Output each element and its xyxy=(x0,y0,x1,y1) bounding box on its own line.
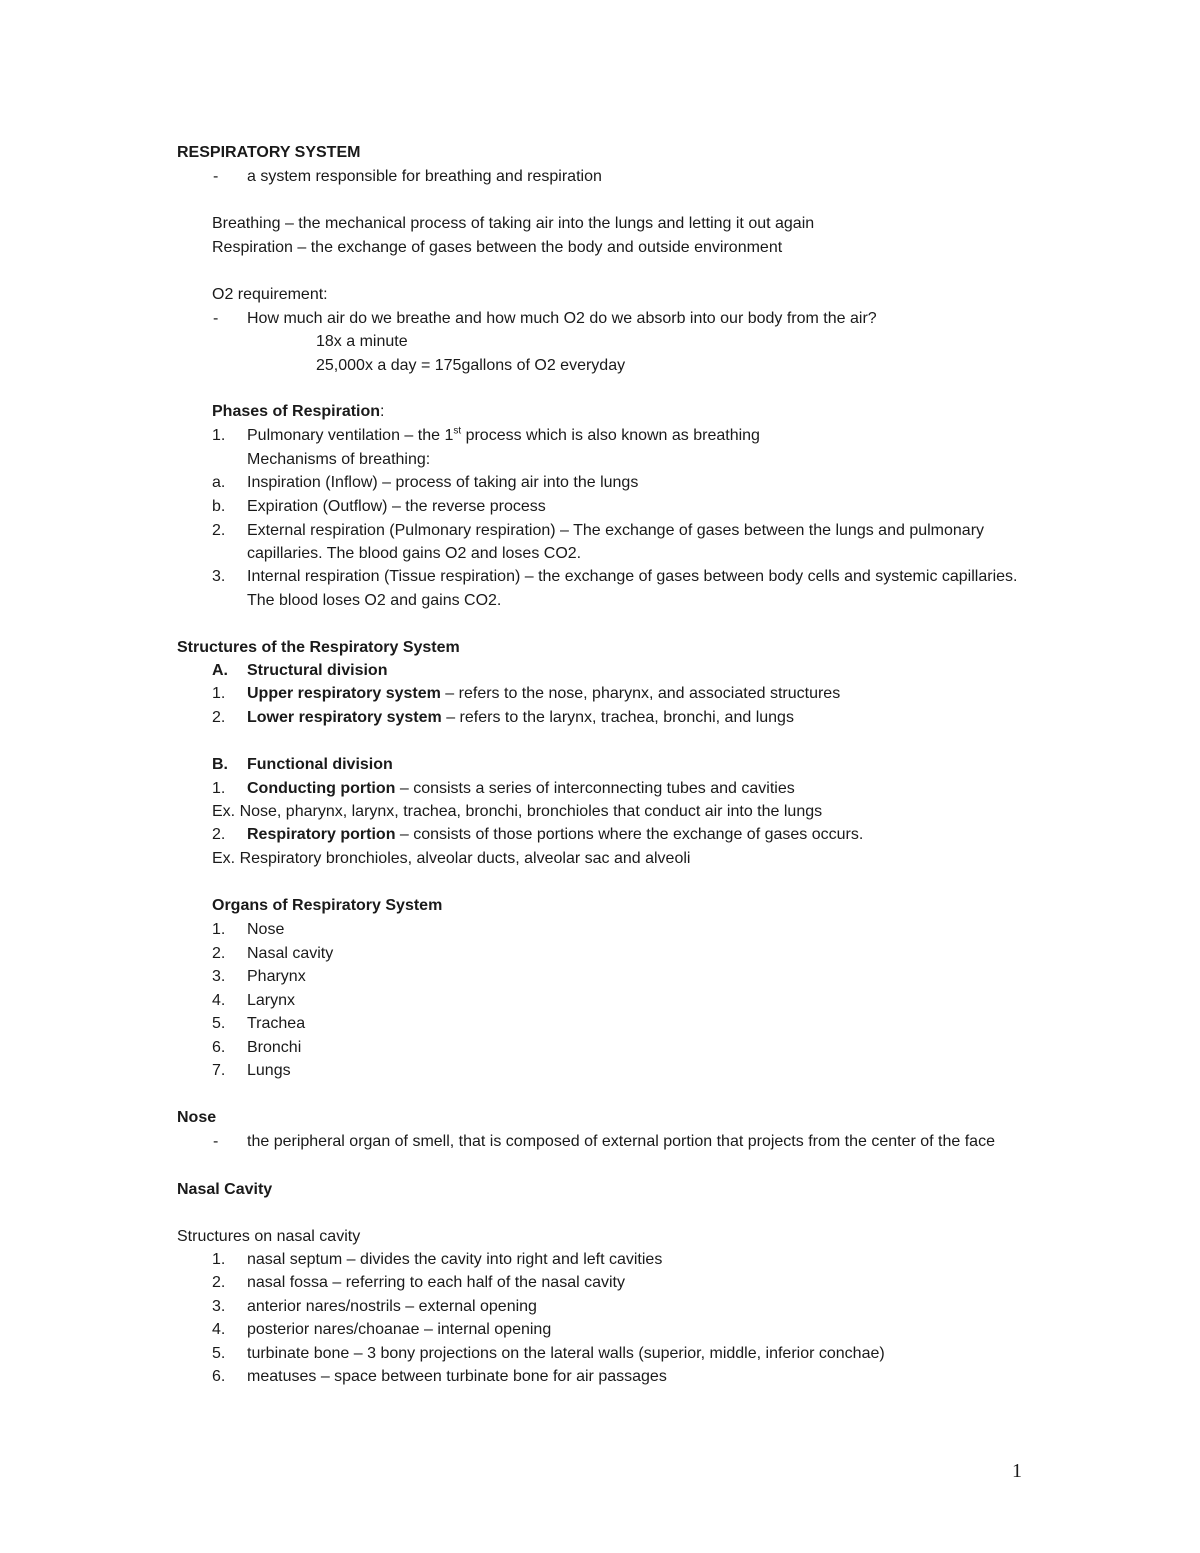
lower-term: Lower respiratory system xyxy=(247,709,442,726)
phase-item-3-line1: Internal respiration (Tissue respiration) – the exchange of gases between body cells and systemic capillaries. xyxy=(247,568,1018,585)
list-marker: 3. xyxy=(212,968,226,985)
organs-heading: Organs of Respiratory System xyxy=(212,897,443,914)
nasal-structure-label: anterior nares/nostrils – external opening xyxy=(247,1298,537,1315)
respiratory-example: Ex. Respiratory bronchioles, alveolar ducts, alveolar sac and alveoli xyxy=(212,850,691,867)
nasal-cavity-subheading: Structures on nasal cavity xyxy=(177,1228,361,1245)
list-marker: A. xyxy=(212,662,228,679)
list-marker: 6. xyxy=(212,1039,226,1056)
nasal-structure-label: nasal septum – divides the cavity into right and left cavities xyxy=(247,1251,663,1268)
upper-def: – refers to the nose, pharynx, and associated structures xyxy=(440,685,841,702)
respiratory-def: – consists of those portions where the exchange of gases occurs. xyxy=(395,826,864,843)
list-marker: 3. xyxy=(212,1298,226,1315)
structures-heading: Structures of the Respiratory System xyxy=(177,639,460,656)
page-number: 1 xyxy=(1012,1460,1022,1482)
nasal-structure-label: posterior nares/choanae – internal opening xyxy=(247,1321,552,1338)
list-marker: 1. xyxy=(212,685,226,702)
conducting-term: Conducting portion xyxy=(247,780,396,797)
respiratory-portion-text xyxy=(247,825,863,845)
respiratory-term: Respiratory portion xyxy=(247,826,396,843)
phase-item-1-text xyxy=(247,426,760,446)
phase-item-1-post: process which is also known as breathing xyxy=(461,427,760,444)
list-marker: b. xyxy=(212,498,226,515)
organ-label: Nasal cavity xyxy=(247,945,334,962)
list-marker: 4. xyxy=(212,1321,226,1338)
nose-definition-text: the peripheral organ of smell, that is composed of external portion that projects from the center of the face xyxy=(247,1133,995,1150)
dash-marker: - xyxy=(213,168,219,185)
lower-respiratory-text xyxy=(247,708,794,728)
list-marker: 1. xyxy=(212,921,226,938)
respiration-definition: Respiration – the exchange of gases between the body and outside environment xyxy=(212,239,783,256)
page-title: RESPIRATORY SYSTEM xyxy=(177,144,361,161)
upper-respiratory-text xyxy=(247,684,840,704)
list-marker: 1. xyxy=(212,1251,226,1268)
nasal-structure-label: nasal fossa – referring to each half of the nasal cavity xyxy=(247,1274,625,1291)
list-marker: 2. xyxy=(212,522,226,539)
list-marker: 3. xyxy=(212,568,226,585)
list-marker: 2. xyxy=(212,826,226,843)
organ-label: Trachea xyxy=(247,1015,306,1032)
list-marker: 1. xyxy=(212,780,226,797)
breathing-definition: Breathing – the mechanical process of taking air into the lungs and letting it out again xyxy=(212,215,815,232)
o2-question-text: How much air do we breathe and how much O2 do we absorb into our body from the air? xyxy=(247,310,877,327)
o2-rate-minute: 18x a minute xyxy=(316,333,408,350)
nasal-structure-label: meatuses – space between turbinate bone for air passages xyxy=(247,1368,667,1385)
phases-heading xyxy=(212,402,385,422)
conducting-example: Ex. Nose, pharynx, larynx, trachea, bronchi, bronchioles that conduct air into the lungs xyxy=(212,803,823,820)
upper-term: Upper respiratory system xyxy=(247,685,441,702)
phase-item-2-line1: External respiration (Pulmonary respiration) – The exchange of gases between the lungs and pulmonary xyxy=(247,522,985,539)
nasal-structure-label: turbinate bone – 3 bony projections on the lateral walls (superior, middle, inferior conchae) xyxy=(247,1345,885,1362)
conducting-portion-text xyxy=(247,779,795,799)
list-marker: B. xyxy=(212,756,228,773)
phases-heading-colon: : xyxy=(380,403,385,420)
nasal-cavity-heading: Nasal Cavity xyxy=(177,1181,273,1198)
list-marker: 1. xyxy=(212,427,226,444)
phase-item-b-text: Expiration (Outflow) – the reverse process xyxy=(247,498,546,515)
ordinal-superscript: st xyxy=(453,425,462,437)
list-marker: 5. xyxy=(212,1015,226,1032)
list-marker: a. xyxy=(212,474,226,491)
lower-def: – refers to the larynx, trachea, bronchi, and lungs xyxy=(441,709,794,726)
dash-marker: - xyxy=(213,310,219,327)
organ-label: Larynx xyxy=(247,992,296,1009)
list-marker: 7. xyxy=(212,1062,226,1079)
conducting-def: – consists a series of interconnecting tubes and cavities xyxy=(395,780,795,797)
organ-label: Bronchi xyxy=(247,1039,302,1056)
list-marker: 4. xyxy=(212,992,226,1009)
o2-heading: O2 requirement: xyxy=(212,286,328,303)
phase-item-3-line2: The blood loses O2 and gains CO2. xyxy=(247,592,502,609)
phase-item-2-line2: capillaries. The blood gains O2 and loses CO2. xyxy=(247,545,582,562)
phases-heading-text: Phases of Respiration xyxy=(212,403,381,420)
mechanisms-label: Mechanisms of breathing: xyxy=(247,451,431,468)
organ-label: Nose xyxy=(247,921,285,938)
list-marker: 2. xyxy=(212,709,226,726)
dash-marker: - xyxy=(213,1133,219,1150)
structural-division-heading: Structural division xyxy=(247,662,388,679)
list-marker: 2. xyxy=(212,1274,226,1291)
intro-text: a system responsible for breathing and respiration xyxy=(247,168,602,185)
phase-item-1-pre: Pulmonary ventilation – the 1 xyxy=(247,427,454,444)
list-marker: 5. xyxy=(212,1345,226,1362)
functional-division-heading: Functional division xyxy=(247,756,393,773)
list-marker: 2. xyxy=(212,945,226,962)
phase-item-a-text: Inspiration (Inflow) – process of taking air into the lungs xyxy=(247,474,639,491)
list-marker: 6. xyxy=(212,1368,226,1385)
o2-rate-day: 25,000x a day = 175gallons of O2 everyday xyxy=(316,357,626,374)
organ-label: Pharynx xyxy=(247,968,306,985)
nose-heading: Nose xyxy=(177,1109,217,1126)
organ-label: Lungs xyxy=(247,1062,291,1079)
